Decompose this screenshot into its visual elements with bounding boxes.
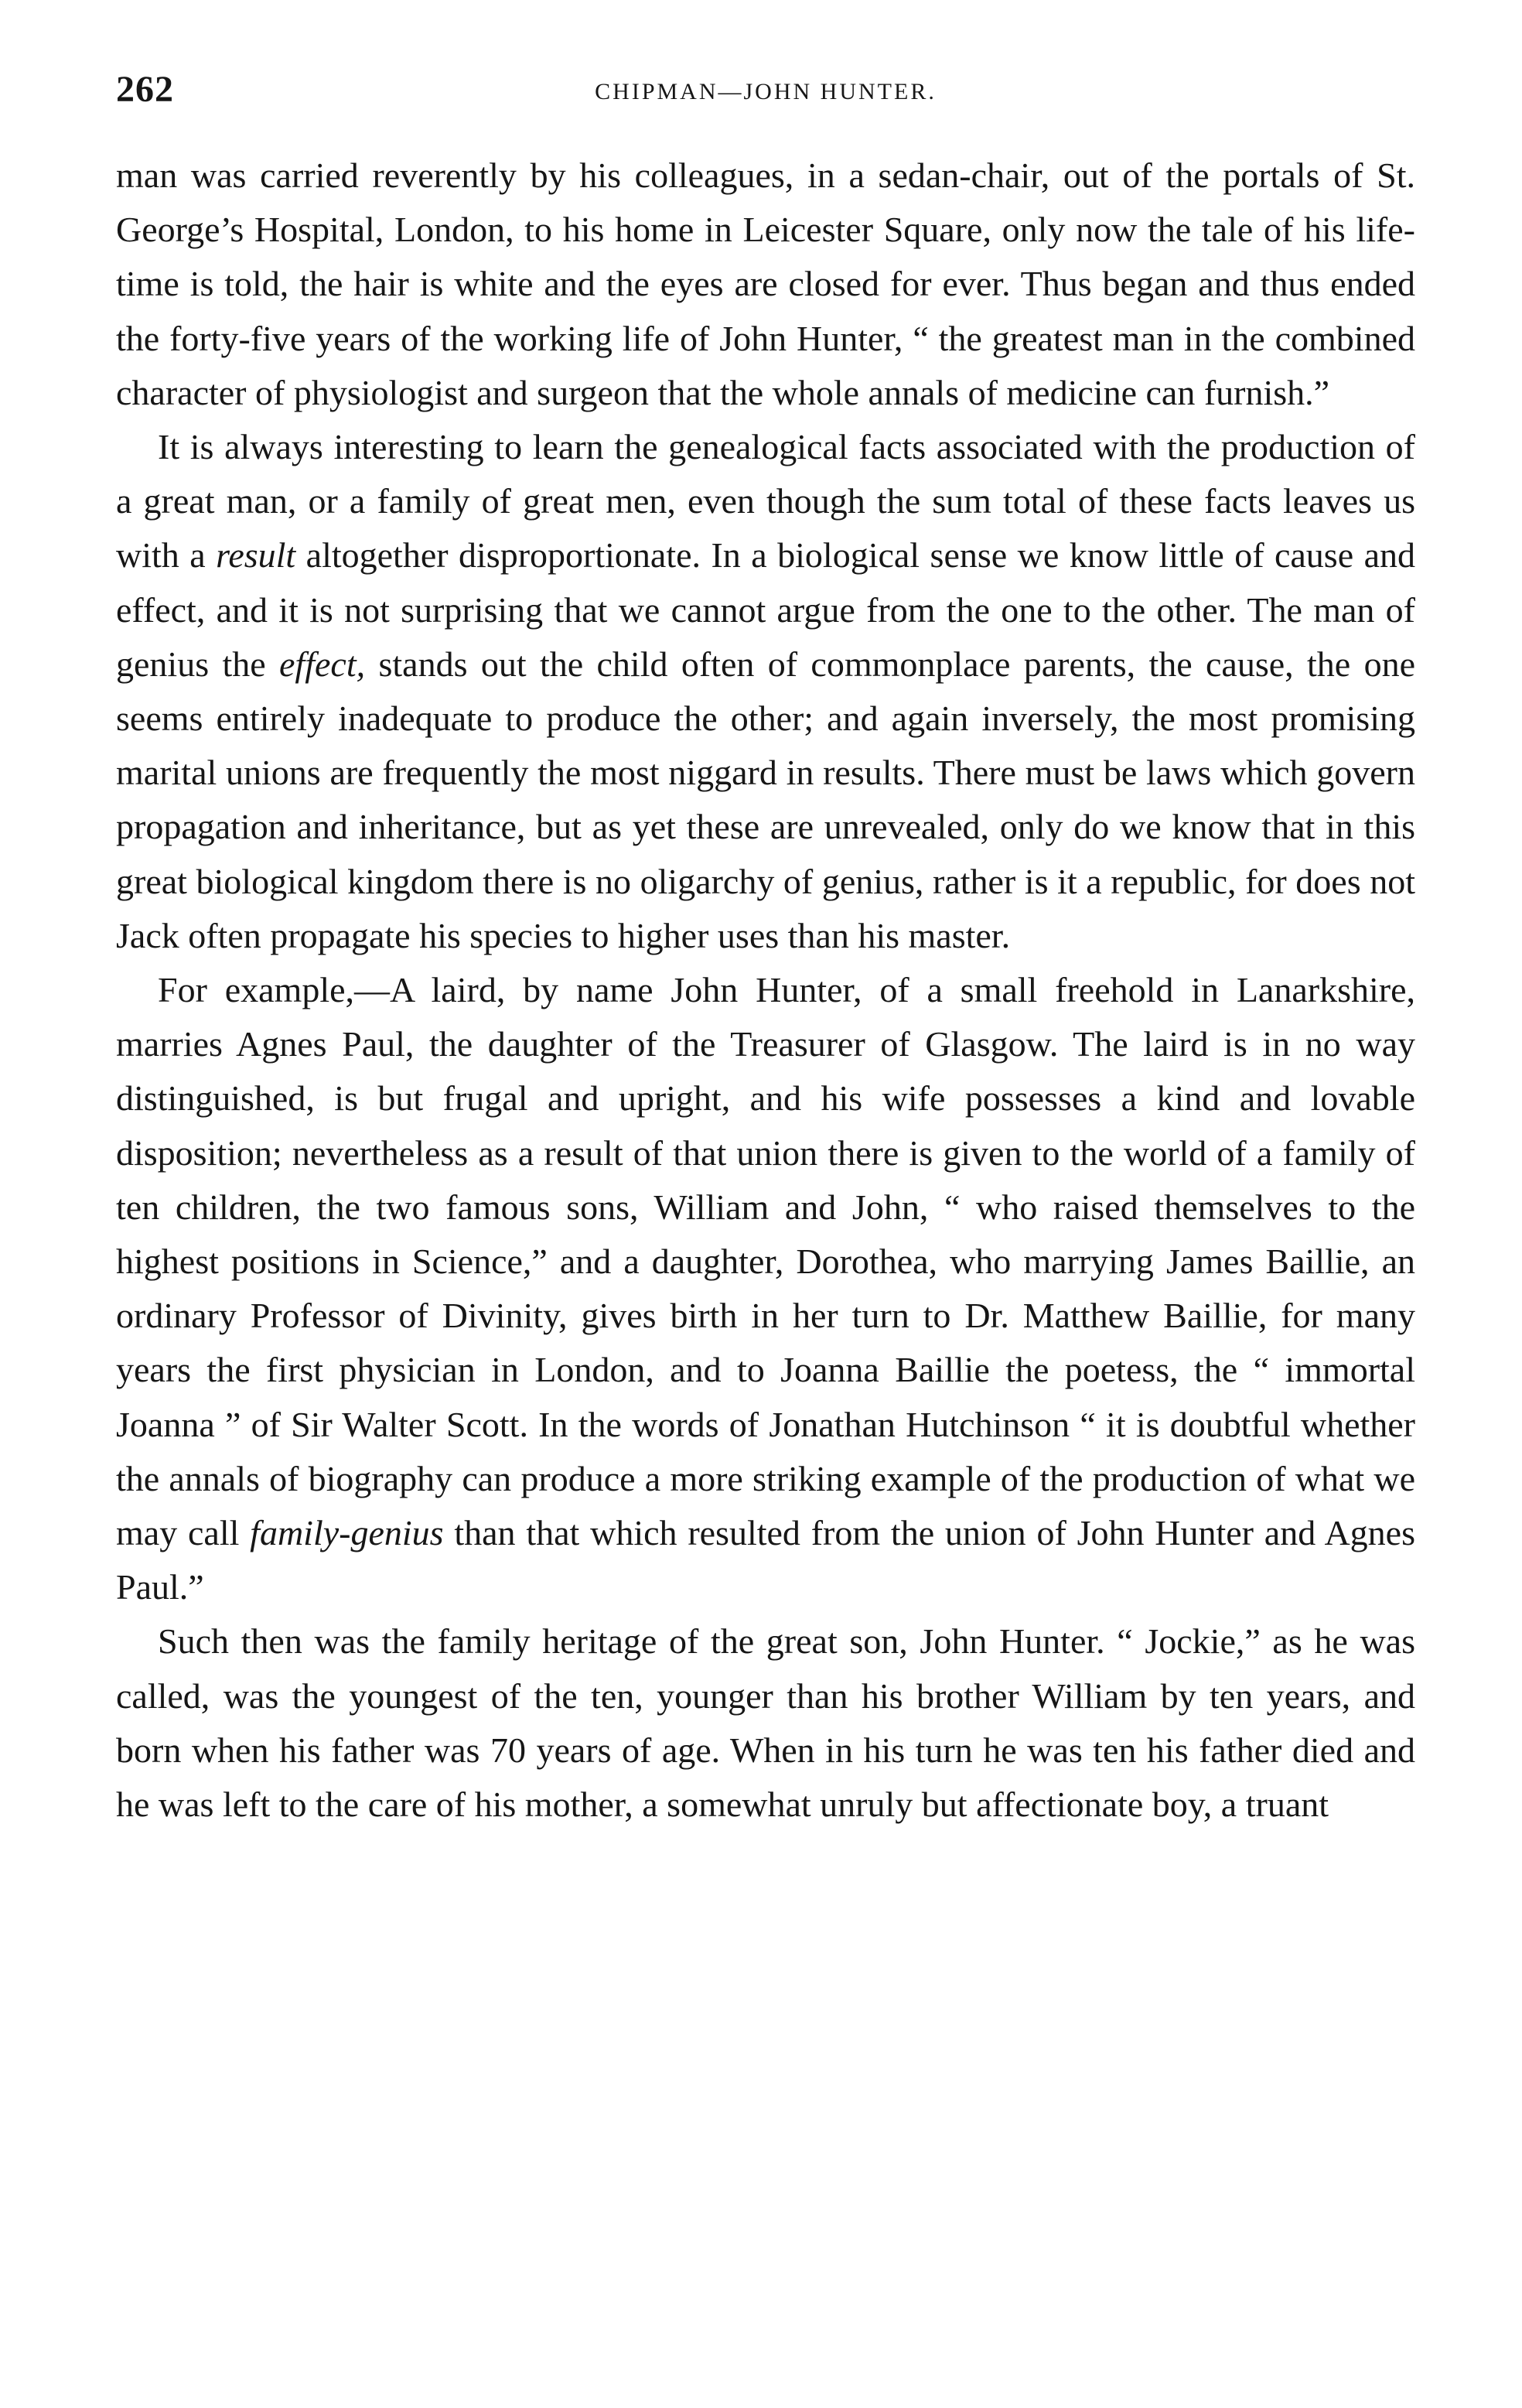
paragraph-2-italic-result: result <box>216 535 296 576</box>
paragraph-2-run-5: stands out the child often of commonplace parents, the cause, the one seems entirely inadequate to produce the other; and again inversely, the most promising marital unions are frequently the most niggard in results. There must be laws which govern propagation and inheritance, but as yet these are unrevealed, only do we know that in this great biological kingdom there is no oligarchy of genius, rather is it a republic, for does not Jack often propagate his species to higher uses than his master. <box>116 644 1415 955</box>
running-title: CHIPMAN—JOHN HUNTER. <box>595 79 937 104</box>
paragraph-3-italic-family-genius: family-genius <box>250 1513 444 1553</box>
paragraph-3-run-3: than that which resulted from the union of John Hunter and Agnes Paul.” <box>116 1513 1415 1607</box>
paragraph-3-run-1: For example,—A laird, by name John Hunter, of a small freehold in Lanarkshire, marries Agnes Paul, the daughter of the Treasurer of Glasgow. The laird is in no way distinguished, is but frugal and upright, and his wife possesses a kind and lovable disposition; nevertheless as a result of that union there is given to the world of a family of ten children, the two famous sons, William and John, “ who raised themselves to the highest positions in Science,” and a daughter, Dorothea, who marrying James Baillie, an ordinary Professor of Divinity, gives birth in her turn to Dr. Matthew Baillie, for many years the first physician in London, and to Joanna Baillie the poetess, the “ immortal Joanna ” of Sir Walter Scott. In the words of Jonathan Hutchinson “ it is doubtful whether the annals of biography can produce a more striking example of the production of what we may call <box>116 970 1415 1553</box>
paragraph-3 <box>116 963 1415 1614</box>
paragraph-2-run-1: It is always interesting to learn the genealogical facts associated with the production of a great man, or a family of great men, even though the sum total of these facts leaves us with a <box>116 427 1415 576</box>
paragraph-2-run-3: altogether disproportionate. In a biological sense we know little of cause and effect, and it is not surprising that we cannot argue from the one to the other. The man of genius the <box>116 535 1416 684</box>
paragraph-4 <box>116 1614 1415 1832</box>
running-header <box>116 68 1415 122</box>
paragraph-2-italic-effect: effect, <box>279 644 366 684</box>
paragraph-1-run-1: man was carried reverently by his colleagues, in a sedan-chair, out of the portals of St. George’s Hospital, London, to his home in Leicester Square, only now the tale of his life-time is told, the hair is white and the eyes are closed for ever. Thus began and thus ended the forty-five years of the working life of John Hunter, “ the greatest man in the combined character of physiologist and surgeon that the whole annals of medicine can furnish.” <box>116 155 1415 412</box>
page-number: 262 <box>116 69 174 110</box>
document-page <box>116 68 1415 1832</box>
body-text <box>116 149 1415 1832</box>
paragraph-4-run-1: Such then was the family heritage of the great son, John Hunter. “ Jockie,” as he was called, was the youngest of the ten, younger than his brother William by ten years, and born when his father was 70 years of age. When in his turn he was ten his father died and he was left to the care of his mother, a somewhat unruly but affectionate boy, a truant <box>116 1621 1415 1825</box>
paragraph-1 <box>116 149 1415 420</box>
paragraph-2 <box>116 420 1415 963</box>
